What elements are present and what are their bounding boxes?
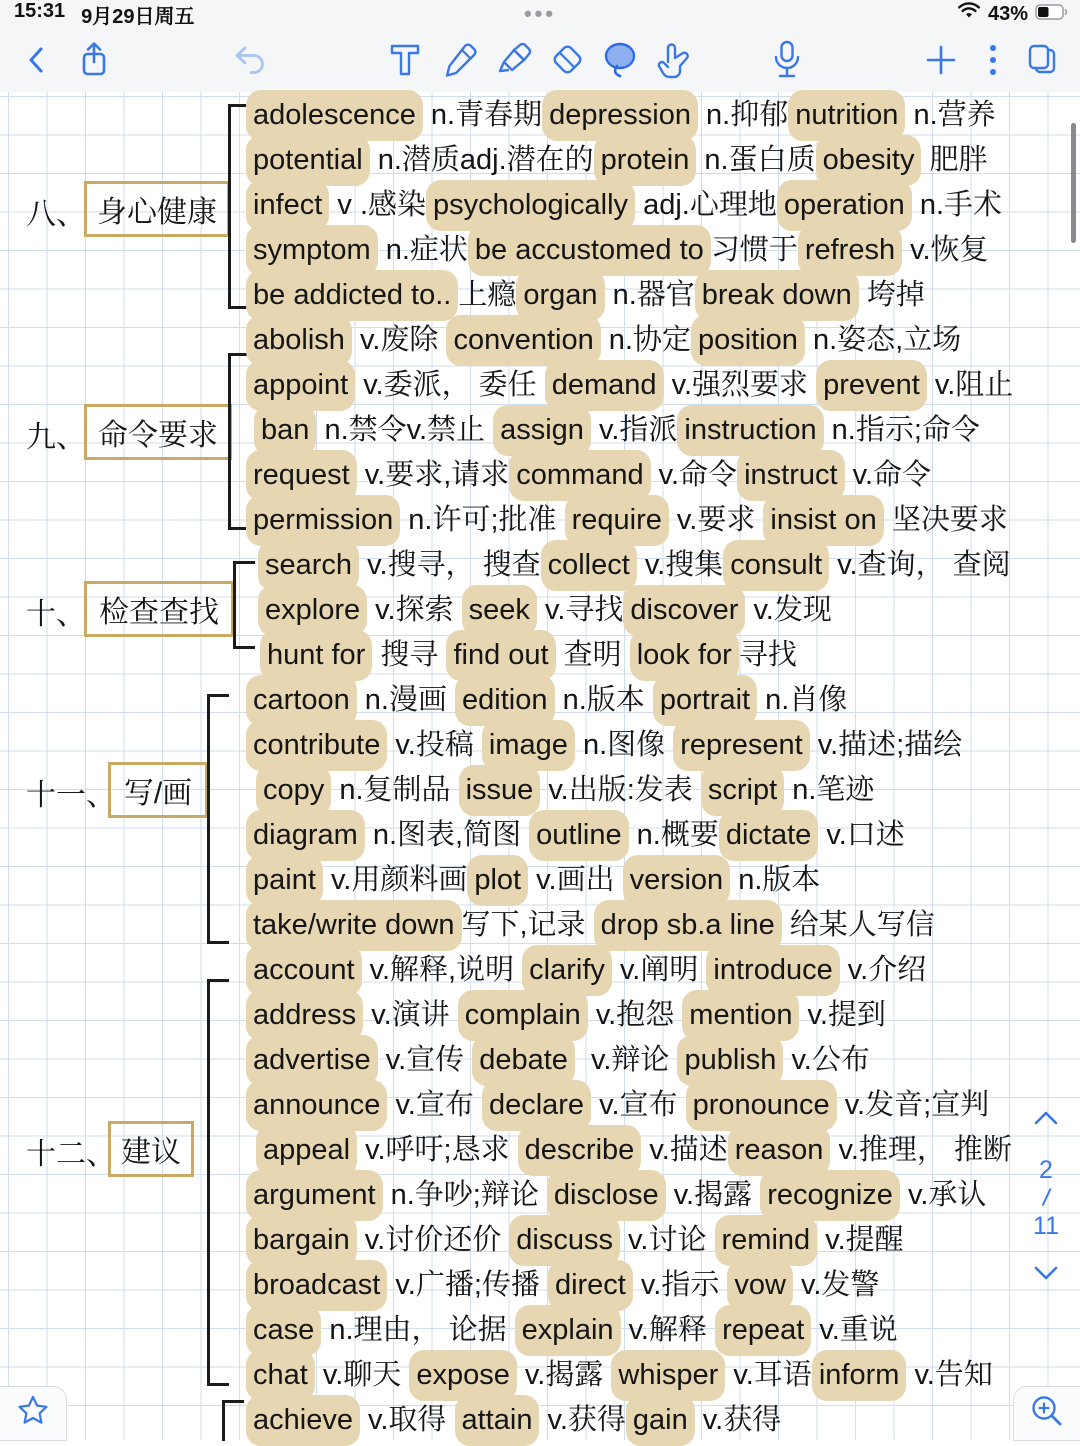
section-bracket-tick-top — [233, 561, 255, 564]
battery-percent: 43% — [987, 2, 1028, 25]
definition-text: v.描述 — [641, 1134, 728, 1166]
definition-text: v.宣传 — [377, 1044, 473, 1076]
definition-text: v.揭露 — [516, 1359, 612, 1391]
highlighted-term: take/write down — [246, 900, 462, 951]
highlighted-term: discuss — [509, 1215, 620, 1266]
definition-text: n.症状 — [377, 234, 468, 266]
share-icon[interactable] — [72, 38, 116, 82]
section-bracket-tick-top — [222, 1400, 244, 1403]
highlighted-term: hunt for — [260, 630, 372, 681]
definition-text: v.讨论 — [619, 1224, 715, 1256]
highlighted-term: symptom — [246, 225, 378, 276]
definition-text: v.获得 — [539, 1404, 626, 1436]
definition-text: 肥胖 — [921, 144, 988, 176]
note-line — [246, 228, 989, 273]
definition-text: v.探索 — [367, 594, 462, 626]
highlighted-term: recognize — [760, 1170, 900, 1221]
definition-text: v.要求 — [668, 504, 764, 536]
definition-text: v.强烈要求 — [663, 369, 817, 401]
highlighted-term: organ — [516, 270, 604, 321]
home-indicator-dots: ••• — [523, 1, 557, 26]
definition-text: v.搜寻， 搜查 — [359, 549, 541, 581]
page-up-icon[interactable] — [1033, 1104, 1059, 1133]
highlighted-term: vow — [727, 1260, 793, 1311]
highlighted-term: demand — [545, 360, 664, 411]
section-label-box: 检查查找 — [84, 581, 234, 637]
highlighted-term: drop sb.a line — [594, 900, 782, 951]
highlighted-term: diagram — [246, 810, 365, 861]
note-line — [254, 408, 980, 453]
definition-text: 上瘾 — [458, 279, 517, 311]
definition-text: n.蛋白质 — [696, 144, 816, 176]
note-line — [246, 183, 1002, 228]
highlighted-term: case — [246, 1305, 321, 1356]
highlighted-term: describe — [518, 1125, 642, 1176]
definition-text: n.协定 — [600, 324, 691, 356]
definition-text: n.争吵;辩论 — [382, 1179, 547, 1211]
highlighted-term: copy — [256, 765, 331, 816]
highlighter-tool-icon[interactable] — [492, 38, 536, 82]
text-tool-icon[interactable] — [383, 38, 427, 82]
section-label-box: 写/画 — [108, 762, 208, 818]
lasso-tool-icon[interactable] — [598, 38, 642, 82]
note-line — [246, 1398, 781, 1443]
finger-tool-icon[interactable] — [650, 38, 694, 82]
highlighted-term: remind — [715, 1215, 818, 1266]
highlighted-term: look for — [630, 630, 739, 681]
section-number: 八、 — [26, 198, 86, 231]
note-line — [246, 813, 905, 858]
definition-text: n.漫画 — [356, 684, 456, 716]
definition-text: v.承认 — [899, 1179, 987, 1211]
highlighted-term: broadcast — [246, 1260, 387, 1311]
note-line — [246, 948, 926, 993]
highlighted-term: reason — [728, 1125, 831, 1176]
definition-text: v.聊天 — [314, 1359, 410, 1391]
highlighted-term: image — [482, 720, 575, 771]
definition-text: v.阐明 — [611, 954, 707, 986]
section-bracket — [228, 104, 231, 309]
pages-icon[interactable] — [1020, 38, 1064, 82]
definition-text: v.揭露 — [665, 1179, 761, 1211]
highlighted-term: request — [246, 450, 357, 501]
highlighted-term: plot — [467, 855, 528, 906]
highlighted-term: dictate — [719, 810, 818, 861]
highlighted-term: break down — [695, 270, 859, 321]
highlighted-term: convention — [446, 315, 600, 366]
highlighted-term: abolish — [246, 315, 352, 366]
definition-text: v.指示 — [632, 1269, 728, 1301]
highlighted-term: bargain — [246, 1215, 357, 1266]
definition-text: v.寻找 — [536, 594, 624, 626]
definition-text: v.画出 — [528, 864, 623, 896]
definition-text: n.抑郁 — [697, 99, 789, 131]
highlighted-term: declare — [482, 1080, 591, 1131]
highlighted-term: chat — [246, 1350, 315, 1401]
definition-text: v.阻止 — [926, 369, 1014, 401]
zoom-button[interactable] — [1013, 1386, 1080, 1441]
highlighted-term: instruction — [677, 405, 823, 456]
definition-text: v.抱怨 — [587, 999, 683, 1031]
highlighted-term: advertise — [246, 1035, 378, 1086]
highlighted-term: seek — [462, 585, 537, 636]
note-line — [246, 993, 886, 1038]
highlighted-term: outline — [529, 810, 628, 861]
definition-text: v.发警 — [792, 1269, 880, 1301]
definition-text: n.营养 — [905, 99, 996, 131]
note-line — [246, 1353, 993, 1398]
section-label-box: 身心健康 — [84, 181, 230, 237]
note-line — [246, 903, 935, 948]
definition-text: n.手术 — [911, 189, 1003, 221]
definition-text: v.用颜料画 — [322, 864, 468, 896]
section-bracket — [207, 694, 210, 944]
definition-text: v.取得 — [359, 1404, 455, 1436]
definition-text: v.恢复 — [902, 234, 989, 266]
highlighted-term: debate — [472, 1035, 575, 1086]
definition-text: v.提到 — [799, 999, 886, 1031]
definition-text: v.耳语 — [725, 1359, 812, 1391]
note-line — [246, 1038, 870, 1083]
undo-icon[interactable] — [228, 38, 272, 82]
note-line — [260, 633, 797, 678]
definition-text: n.图表,简图 — [364, 819, 530, 851]
definition-text: n.肖像 — [757, 684, 848, 716]
highlighted-term: attain — [455, 1395, 540, 1446]
highlighted-term: publish — [677, 1035, 783, 1086]
definition-text: 习惯于 — [710, 234, 798, 266]
section-bracket — [207, 979, 210, 1386]
note-line — [246, 363, 1013, 408]
definition-text: v.提醒 — [817, 1224, 904, 1256]
section-number: 十一、 — [26, 779, 116, 812]
note-line — [246, 1083, 989, 1128]
highlighted-term: protein — [594, 135, 697, 186]
wifi-icon — [957, 2, 981, 26]
definition-text: v.解释 — [620, 1314, 716, 1346]
page-separator: / — [1040, 1183, 1052, 1213]
definition-text: n.指示;命令 — [823, 414, 980, 446]
definition-text: v.宣布 — [591, 1089, 686, 1121]
section-label-box: 命令要求 — [84, 404, 232, 460]
note-line — [256, 1128, 1012, 1173]
note-line — [258, 543, 1011, 588]
definition-text: 查明 — [555, 639, 630, 671]
section-number: 九、 — [26, 421, 86, 454]
definition-text: 给某人写信 — [781, 909, 935, 941]
highlighted-term: nutrition — [788, 90, 905, 141]
definition-text: n.概要 — [628, 819, 719, 851]
highlighted-term: edition — [455, 675, 554, 726]
more-options-icon[interactable] — [971, 38, 1015, 82]
definition-text: 搜寻 — [372, 639, 447, 671]
definition-text: v.讨价还价 — [356, 1224, 510, 1256]
section-bracket-tick-bottom — [233, 646, 255, 649]
highlighted-term: cartoon — [246, 675, 357, 726]
note-line — [246, 138, 988, 183]
definition-text: 垮掉 — [858, 279, 925, 311]
definition-text: v.解释,说明 — [361, 954, 523, 986]
definition-text: n.潜质adj.潜在的 — [369, 144, 594, 176]
highlighted-term: account — [246, 945, 362, 996]
section-bracket-tick-top — [207, 694, 229, 697]
highlighted-term: explore — [258, 585, 367, 636]
highlighted-term: require — [565, 495, 669, 546]
definition-text: v.介绍 — [839, 954, 927, 986]
definition-text: n.图像 — [574, 729, 674, 761]
section-number: 十二、 — [26, 1138, 116, 1171]
highlighted-term: expose — [409, 1350, 517, 1401]
highlighted-term: discover — [623, 585, 745, 636]
definition-text: v.获得 — [694, 1404, 782, 1436]
definition-text: v.重说 — [811, 1314, 898, 1346]
highlighted-term: permission — [246, 495, 400, 546]
star-icon — [16, 1394, 50, 1433]
note-line — [246, 678, 847, 723]
note-line — [258, 588, 832, 633]
highlighted-term: disclose — [547, 1170, 666, 1221]
definition-text: v.废除 — [351, 324, 447, 356]
highlighted-term: portrait — [653, 675, 757, 726]
definition-text: v.出版:发表 — [540, 774, 701, 806]
definition-text: v.呼吁;恳求 — [357, 1134, 518, 1166]
highlighted-term: announce — [246, 1080, 387, 1131]
page-down-icon[interactable] — [1033, 1259, 1059, 1288]
section-bracket-tick-bottom — [207, 941, 229, 944]
definition-text: n.版本 — [730, 864, 821, 896]
note-line — [246, 1173, 986, 1218]
highlighted-term: prevent — [816, 360, 927, 411]
note-line — [256, 768, 874, 813]
note-line — [246, 723, 962, 768]
definition-text: v.推理， 推断 — [830, 1134, 1012, 1166]
definition-text: v.发现 — [745, 594, 832, 626]
highlighted-term: achieve — [246, 1395, 360, 1446]
definition-text: n.姿态,立场 — [804, 324, 962, 356]
highlighted-term: depression — [542, 90, 698, 141]
highlighted-term: position — [691, 315, 805, 366]
definition-text: v.宣布 — [387, 1089, 482, 1121]
highlighted-term: clarify — [522, 945, 612, 996]
highlighted-term: issue — [459, 765, 541, 816]
definition-text: n.笔迹 — [784, 774, 875, 806]
definition-text: n.器官 — [604, 279, 695, 311]
highlighted-term: introduce — [706, 945, 839, 996]
add-page-icon[interactable] — [919, 38, 963, 82]
definition-text: 坚决要求 — [883, 504, 1008, 536]
definition-text: v.演讲 — [363, 999, 458, 1031]
page-current: 2 — [1039, 1156, 1053, 1184]
highlighted-term: repeat — [715, 1305, 811, 1356]
highlighted-term: explain — [515, 1305, 621, 1356]
definition-text: v .感染 — [329, 189, 426, 221]
highlighted-term: be addicted to.. — [246, 270, 458, 321]
highlighted-term: gain — [626, 1395, 695, 1446]
highlighted-term: argument — [246, 1170, 383, 1221]
note-line — [246, 498, 1008, 543]
highlighted-term: appeal — [256, 1125, 357, 1176]
highlighted-term: appoint — [246, 360, 355, 411]
definition-text: v.指派 — [590, 414, 678, 446]
section-bracket — [228, 353, 231, 530]
status-bar — [0, 0, 1080, 28]
highlighted-term: collect — [541, 540, 637, 591]
note-line — [246, 1263, 879, 1308]
status-time: 15:31 — [14, 0, 66, 22]
definition-text: n.复制品 — [331, 774, 459, 806]
page-navigator — [1026, 1104, 1066, 1288]
toolbar — [0, 28, 1080, 92]
definition-text: v.查询， 查阅 — [829, 549, 1011, 581]
highlighted-term: be accustomed to — [468, 225, 711, 276]
highlighted-term: search — [258, 540, 359, 591]
definition-text: v.描述;描绘 — [809, 729, 963, 761]
section-bracket — [233, 561, 236, 649]
back-chevron-icon[interactable] — [14, 38, 58, 82]
highlighted-term: address — [246, 990, 363, 1041]
definition-text: v.口述 — [818, 819, 905, 851]
highlighted-term: script — [701, 765, 784, 816]
pen-tool-icon[interactable] — [438, 38, 482, 82]
highlighted-term: ban — [254, 405, 316, 456]
definition-text: v.发音;宣判 — [836, 1089, 990, 1121]
highlighted-term: refresh — [798, 225, 902, 276]
highlighted-term: infect — [246, 180, 329, 231]
highlighted-term: psychologically — [426, 180, 635, 231]
definition-text: v.公布 — [783, 1044, 870, 1076]
note-line — [246, 858, 820, 903]
highlighted-term: find out — [446, 630, 555, 681]
definition-text: v.命令 — [650, 459, 738, 491]
note-line — [246, 318, 961, 363]
definition-text: adj.心理地 — [635, 189, 777, 221]
note-line — [246, 273, 925, 318]
definition-text: v.辩论 — [574, 1044, 678, 1076]
definition-text: v.命令 — [844, 459, 932, 491]
definition-text: n.理由， 论据 — [321, 1314, 515, 1346]
section-label-box: 建议 — [108, 1121, 194, 1177]
highlighted-term: potential — [246, 135, 370, 186]
highlighted-term: represent — [673, 720, 810, 771]
definition-text: n.版本 — [554, 684, 653, 716]
definition-text: v.告知 — [906, 1359, 993, 1391]
definition-text: n.青春期 — [422, 99, 543, 131]
highlighted-term: consult — [723, 540, 829, 591]
highlighted-term: instruct — [737, 450, 844, 501]
section-bracket-tick-bottom — [207, 1383, 229, 1386]
highlighted-term: adolescence — [246, 90, 423, 141]
highlighted-term: obesity — [816, 135, 922, 186]
bookmark-button[interactable] — [0, 1386, 67, 1441]
definition-text: n.禁令v.禁止 — [316, 414, 494, 446]
section-number: 十、 — [26, 598, 86, 631]
battery-icon — [1035, 3, 1068, 26]
highlighted-term: complain — [458, 990, 588, 1041]
definition-text: 寻找 — [738, 639, 797, 671]
definition-text: v.搜集 — [636, 549, 724, 581]
note-canvas[interactable] — [0, 92, 1080, 1440]
section-bracket-tick-top — [207, 979, 229, 982]
highlighted-term: pronounce — [686, 1080, 837, 1131]
definition-text: v.委派， 委任 — [355, 369, 545, 401]
highlighted-term: insist on — [763, 495, 883, 546]
note-line — [246, 93, 996, 138]
highlighted-term: mention — [682, 990, 799, 1041]
highlighted-term: version — [623, 855, 731, 906]
highlighted-term: whisper — [611, 1350, 725, 1401]
definition-text: n.许可;批准 — [400, 504, 565, 536]
highlighted-term: operation — [777, 180, 912, 231]
page-total: 11 — [1033, 1212, 1059, 1240]
section-bracket — [222, 1400, 225, 1441]
microphone-icon[interactable] — [765, 38, 809, 82]
eraser-tool-icon[interactable] — [545, 38, 589, 82]
note-line — [246, 1308, 898, 1353]
highlighted-term: inform — [812, 1350, 907, 1401]
highlighted-term: direct — [548, 1260, 633, 1311]
highlighted-term: command — [509, 450, 650, 501]
scrollbar-thumb[interactable] — [1071, 123, 1076, 243]
note-line — [246, 453, 931, 498]
highlighted-term: assign — [493, 405, 591, 456]
note-line — [246, 1218, 904, 1263]
definition-text: v.要求,请求 — [356, 459, 510, 491]
definition-text: 写下,记录 — [461, 909, 594, 941]
highlighted-term: paint — [246, 855, 323, 906]
definition-text: v.广播;传播 — [387, 1269, 548, 1301]
magnifier-plus-icon — [1029, 1393, 1065, 1434]
status-date: 9月29日周五 — [81, 5, 195, 28]
highlighted-term: contribute — [246, 720, 387, 771]
definition-text: v.投稿 — [387, 729, 482, 761]
